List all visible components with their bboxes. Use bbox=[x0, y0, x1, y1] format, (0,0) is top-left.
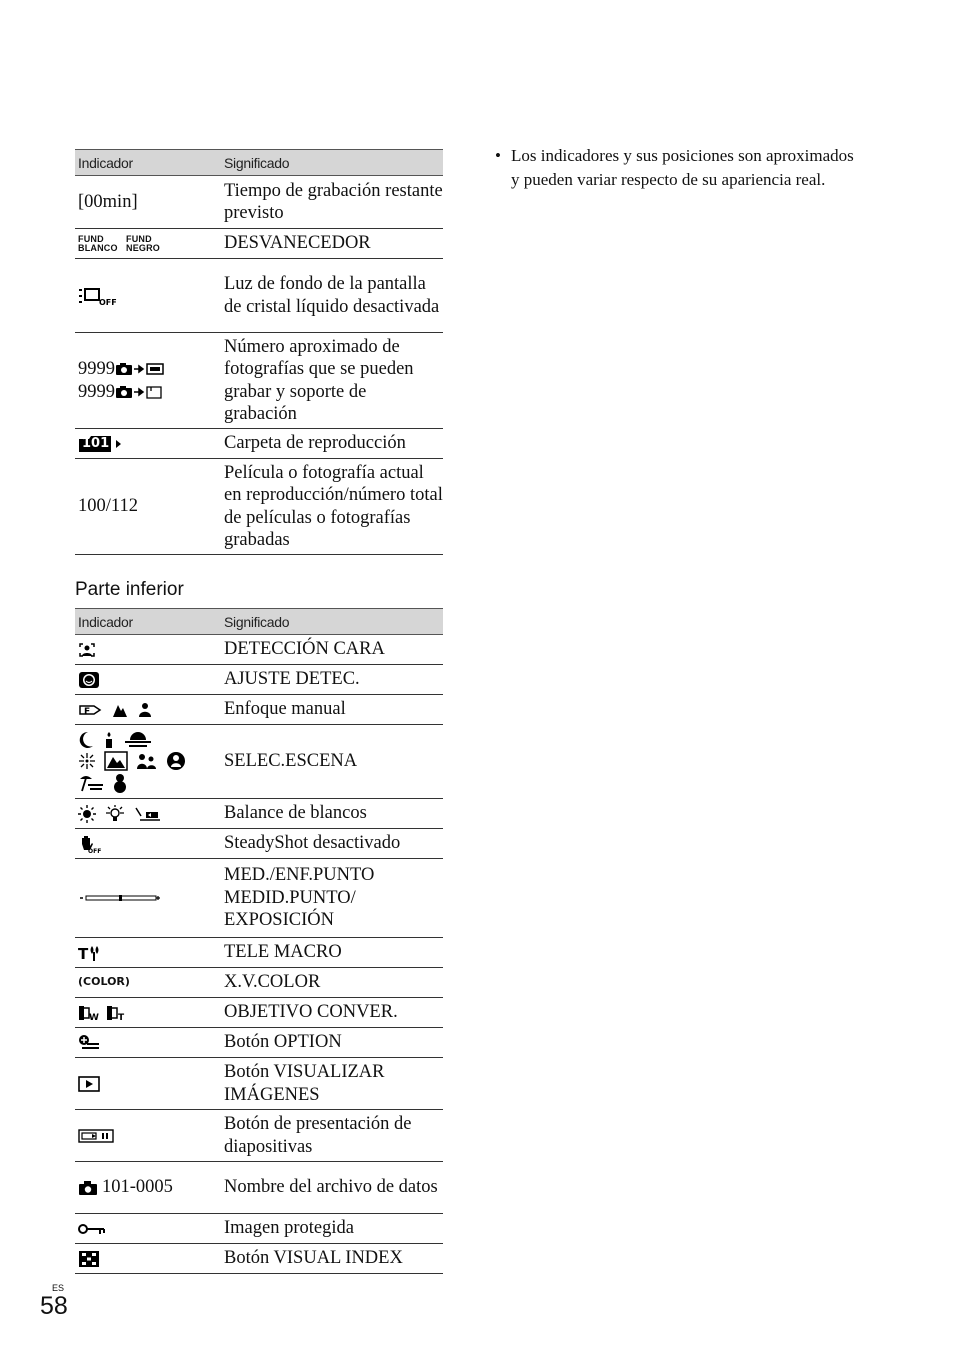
photo-count: 9999 bbox=[78, 381, 115, 402]
table-row bbox=[75, 429, 443, 459]
night-scene-icon bbox=[78, 731, 94, 749]
table-row bbox=[75, 1110, 443, 1162]
bullet-mark: • bbox=[495, 146, 501, 165]
page-number: 58 bbox=[40, 1292, 68, 1320]
table-row bbox=[75, 1058, 443, 1110]
internal-memory-icon bbox=[145, 362, 165, 376]
row-meaning: Imagen protegida bbox=[224, 1218, 354, 1239]
row-meaning: Película o fotografía actual en reproducción/número total de películas o fotografías grabadas bbox=[224, 462, 443, 550]
table-row bbox=[75, 259, 443, 333]
row-meaning: X.V.COLOR bbox=[224, 972, 321, 993]
steadyshot-off-icon bbox=[78, 834, 102, 854]
visual-index-icon bbox=[78, 1250, 100, 1268]
remaining-time-indicator: [00min] bbox=[78, 191, 138, 212]
row-meaning: Balance de blancos bbox=[224, 803, 367, 824]
table-row bbox=[75, 229, 443, 259]
indicator-table-top bbox=[75, 149, 443, 555]
fade-white-label: FUND BLANCO bbox=[78, 233, 118, 253]
fade-black-label: FUND NEGRO bbox=[126, 233, 161, 253]
camera-icon bbox=[115, 385, 133, 399]
option-icon bbox=[78, 1034, 100, 1052]
svg-text:W: W bbox=[89, 1012, 99, 1023]
view-images-icon bbox=[78, 1076, 100, 1092]
row-meaning: Botón de presentación de diapositivas bbox=[224, 1114, 412, 1157]
header-indicator: Indicador bbox=[78, 154, 133, 171]
manual-focus-icon bbox=[78, 702, 102, 718]
xv-color-icon: ( COLOR ) bbox=[78, 971, 130, 994]
svg-text:T: T bbox=[118, 1012, 125, 1023]
row-meaning: Botón VISUALIZAR IMÁGENES bbox=[224, 1062, 385, 1105]
slideshow-icon bbox=[78, 1129, 114, 1143]
conversion-lens-tele-icon bbox=[106, 1004, 128, 1022]
photo-count: 9999 bbox=[78, 359, 115, 379]
svg-text:OFF: OFF bbox=[88, 847, 102, 855]
row-meaning: Botón OPTION bbox=[224, 1032, 342, 1053]
table-row bbox=[75, 333, 443, 429]
note-text: Los indicadores y sus posiciones son aproximados y pueden variar respecto de su apariencia real. bbox=[511, 146, 854, 189]
table-row bbox=[75, 695, 443, 725]
table-row bbox=[75, 1244, 443, 1274]
file-counter: 100/112 bbox=[78, 496, 138, 517]
row-meaning: Carpeta de reproducción bbox=[224, 433, 406, 454]
row-meaning: Número aproximado de fotografías que se pueden grabar y soporte de grabación bbox=[224, 336, 414, 424]
xv-color-text: COLOR bbox=[83, 975, 125, 989]
face-detection-icon bbox=[78, 642, 96, 658]
person-icon bbox=[138, 702, 152, 718]
row-meaning: Luz de fondo de la pantalla de cristal líquido desactivada bbox=[224, 274, 440, 317]
table-row bbox=[75, 1162, 443, 1214]
row-meaning: Enfoque manual bbox=[224, 699, 346, 720]
memory-card-icon bbox=[145, 384, 165, 400]
snow-icon bbox=[112, 773, 128, 793]
conversion-lens-wide-icon bbox=[78, 1004, 100, 1022]
row-meaning: DETECCIÓN CARA bbox=[224, 639, 385, 660]
mountain-icon bbox=[112, 702, 128, 718]
camera-icon bbox=[115, 362, 133, 376]
playback-folder-icon bbox=[78, 435, 124, 453]
table-row bbox=[75, 665, 443, 695]
face-detect-adjust-icon bbox=[78, 671, 100, 689]
row-meaning: SELEC.ESCENA bbox=[224, 751, 358, 772]
table-row bbox=[75, 998, 443, 1028]
row-meaning: SteadyShot desactivado bbox=[224, 833, 401, 854]
svg-text:OFF: OFF bbox=[99, 297, 117, 307]
row-meaning: Botón VISUAL INDEX bbox=[224, 1248, 403, 1269]
exposure-bar-icon bbox=[78, 892, 162, 904]
table-row bbox=[75, 176, 443, 229]
header-meaning: Significado bbox=[224, 613, 290, 630]
row-meaning: Tiempo de grabación restante previsto bbox=[224, 180, 443, 223]
folder-number: 101 bbox=[82, 435, 110, 451]
row-meaning: MED./ENF.PUNTO MEDID.PUNTO/ EXPOSICIÓN bbox=[224, 865, 375, 931]
svg-text:F: F bbox=[84, 706, 91, 717]
spotlight-icon bbox=[166, 751, 186, 771]
row-meaning: AJUSTE DETEC. bbox=[224, 669, 360, 690]
lcd-backlight-off-icon bbox=[78, 286, 117, 307]
page-language: ES bbox=[52, 1283, 65, 1293]
file-name: 101-0005 bbox=[102, 1177, 173, 1198]
daylight-icon bbox=[78, 805, 96, 823]
beach-icon bbox=[78, 773, 104, 793]
table-row bbox=[75, 938, 443, 968]
arrow-icon bbox=[133, 387, 145, 397]
table-row bbox=[75, 799, 443, 829]
svg-text:T: T bbox=[78, 944, 89, 963]
table-row bbox=[75, 1028, 443, 1058]
table-header bbox=[75, 608, 443, 635]
camera-icon bbox=[78, 1180, 98, 1196]
note-paragraph bbox=[495, 144, 855, 192]
table-row bbox=[75, 968, 443, 998]
arrow-icon bbox=[133, 364, 145, 374]
portrait-icon bbox=[136, 752, 158, 770]
table-row bbox=[75, 459, 443, 555]
table-row bbox=[75, 725, 443, 799]
indicator-table-bottom bbox=[75, 608, 443, 1274]
table-row bbox=[75, 829, 443, 859]
header-indicator: Indicador bbox=[78, 613, 133, 630]
fireworks-icon bbox=[78, 752, 96, 770]
table-row bbox=[75, 859, 443, 938]
table-row bbox=[75, 1214, 443, 1244]
row-meaning: TELE MACRO bbox=[224, 942, 342, 963]
row-meaning: OBJETIVO CONVER. bbox=[224, 1002, 398, 1023]
one-push-wb-icon bbox=[134, 806, 162, 822]
section-title: Parte inferior bbox=[75, 579, 184, 600]
table-row bbox=[75, 635, 443, 665]
header-meaning: Significado bbox=[224, 154, 290, 171]
row-meaning: Nombre del archivo de datos bbox=[224, 1177, 438, 1198]
landscape-icon bbox=[104, 751, 128, 771]
tele-macro-icon bbox=[78, 944, 102, 962]
row-meaning: DESVANECEDOR bbox=[224, 233, 371, 254]
bulb-icon bbox=[104, 805, 126, 823]
sunrise-sunset-icon bbox=[124, 731, 152, 749]
candle-icon bbox=[104, 731, 114, 749]
table-header bbox=[75, 149, 443, 176]
protect-key-icon bbox=[78, 1223, 106, 1235]
